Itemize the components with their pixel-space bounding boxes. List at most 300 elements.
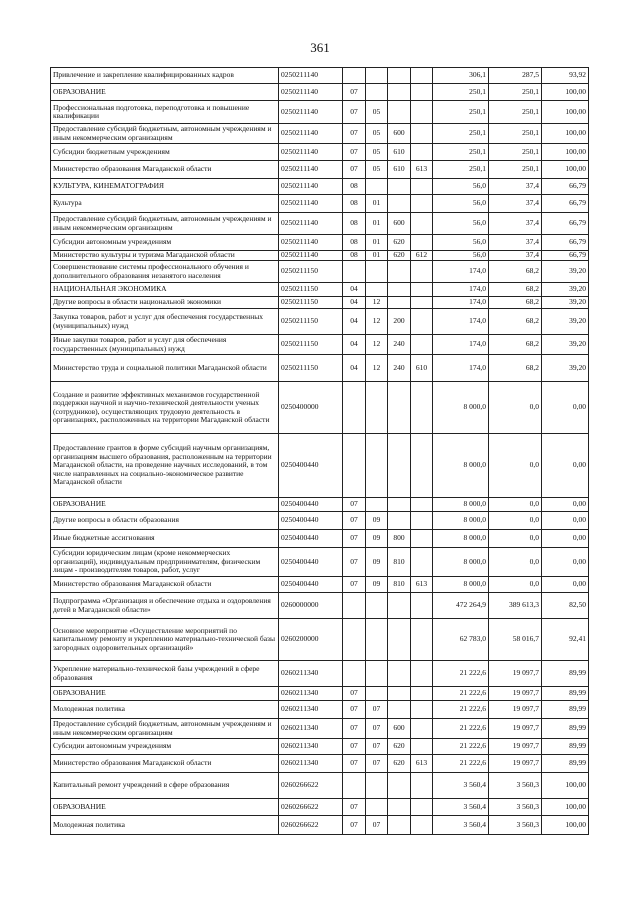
execution-percent: 89,99: [542, 719, 589, 739]
execution-percent: 66,79: [542, 195, 589, 213]
actual-amount: 250,1: [489, 124, 542, 144]
table-row: [51, 283, 589, 297]
plan-amount: 62 783,0: [433, 619, 489, 661]
section-code: 07: [343, 799, 366, 816]
actual-amount: 19 097,7: [489, 719, 542, 739]
administrator-code: [411, 124, 433, 144]
execution-percent: 100,00: [542, 816, 589, 835]
section-code: 07: [343, 144, 366, 161]
expense-type-code: [388, 661, 411, 687]
expense-type-code: [388, 434, 411, 498]
actual-amount: 19 097,7: [489, 661, 542, 687]
execution-percent: 0,00: [542, 577, 589, 593]
execution-percent: 0,00: [542, 512, 589, 530]
subsection-code: 07: [366, 701, 388, 719]
administrator-code: [411, 434, 433, 498]
administrator-code: [411, 382, 433, 434]
table-row: [51, 251, 589, 261]
subsection-code: [366, 434, 388, 498]
program-code: 0250400440: [279, 530, 343, 548]
row-name: Другие вопросы в области образования: [51, 512, 279, 530]
section-code: 08: [343, 235, 366, 251]
expense-type-code: 620: [388, 739, 411, 755]
expense-type-code: 800: [388, 530, 411, 548]
administrator-code: [411, 144, 433, 161]
section-code: [343, 261, 366, 283]
section-code: 07: [343, 124, 366, 144]
row-name: Субсидии бюджетным учреждениям: [51, 144, 279, 161]
section-code: [343, 661, 366, 687]
actual-amount: 68,2: [489, 335, 542, 355]
subsection-code: 07: [366, 739, 388, 755]
subsection-code: [366, 593, 388, 619]
program-code: 0250400440: [279, 548, 343, 577]
actual-amount: 37,4: [489, 195, 542, 213]
program-code: 0250211150: [279, 261, 343, 283]
administrator-code: [411, 773, 433, 799]
row-name: ОБРАЗОВАНИЕ: [51, 84, 279, 101]
program-code: 0260000000: [279, 593, 343, 619]
subsection-code: 05: [366, 161, 388, 179]
execution-percent: 100,00: [542, 799, 589, 816]
execution-percent: 100,00: [542, 144, 589, 161]
table-row: [51, 799, 589, 816]
expense-type-code: [388, 687, 411, 701]
expense-type-code: [388, 593, 411, 619]
row-name: Привлечение и закрепление квалифицированных кадров: [51, 68, 279, 84]
section-code: [343, 619, 366, 661]
expense-type-code: [388, 261, 411, 283]
plan-amount: 306,1: [433, 68, 489, 84]
row-name: Предоставление субсидий бюджетным, автономным учреждениям и иным некоммерческим организациям: [51, 719, 279, 739]
table-row: [51, 68, 589, 84]
administrator-code: 612: [411, 251, 433, 261]
row-name: Совершенствование системы профессионального обучения и дополнительного образования незанятого населения: [51, 261, 279, 283]
actual-amount: 68,2: [489, 283, 542, 297]
execution-percent: 89,99: [542, 755, 589, 773]
program-code: 0250211150: [279, 283, 343, 297]
expense-type-code: 620: [388, 251, 411, 261]
table-row: [51, 335, 589, 355]
subsection-code: [366, 619, 388, 661]
plan-amount: 8 000,0: [433, 512, 489, 530]
execution-percent: 39,20: [542, 261, 589, 283]
plan-amount: 21 222,6: [433, 739, 489, 755]
administrator-code: [411, 719, 433, 739]
plan-amount: 21 222,6: [433, 719, 489, 739]
actual-amount: 68,2: [489, 261, 542, 283]
subsection-code: 07: [366, 816, 388, 835]
plan-amount: 21 222,6: [433, 687, 489, 701]
table-row: [51, 179, 589, 195]
subsection-code: 12: [366, 309, 388, 335]
actual-amount: 3 560,3: [489, 816, 542, 835]
row-name: Министерство образования Магаданской области: [51, 755, 279, 773]
subsection-code: [366, 84, 388, 101]
subsection-code: 01: [366, 195, 388, 213]
actual-amount: 0,0: [489, 530, 542, 548]
administrator-code: [411, 297, 433, 309]
plan-amount: 174,0: [433, 261, 489, 283]
program-code: 0250400440: [279, 577, 343, 593]
table-row: [51, 101, 589, 124]
actual-amount: 68,2: [489, 309, 542, 335]
program-code: 0260266622: [279, 773, 343, 799]
program-code: 0260211340: [279, 739, 343, 755]
expense-type-code: 240: [388, 355, 411, 382]
plan-amount: 250,1: [433, 161, 489, 179]
row-name: Основное мероприятие «Осуществление мероприятий по капитальному ремонту и укреплению материально-технической базы загородных оздоровительных организаций»: [51, 619, 279, 661]
expense-type-code: [388, 701, 411, 719]
actual-amount: 19 097,7: [489, 739, 542, 755]
section-code: [343, 773, 366, 799]
expense-type-code: [388, 512, 411, 530]
administrator-code: [411, 816, 433, 835]
row-name: Предоставление субсидий бюджетным, автономным учреждениям и иным некоммерческим организациям: [51, 213, 279, 235]
row-name: Субсидии автономным учреждениям: [51, 739, 279, 755]
program-code: 0260211340: [279, 701, 343, 719]
subsection-code: [366, 498, 388, 512]
row-name: Иные закупки товаров, работ и услуг для обеспечения государственных (муниципальных) нужд: [51, 335, 279, 355]
program-code: 0250211140: [279, 144, 343, 161]
table-row: [51, 124, 589, 144]
expense-type-code: [388, 498, 411, 512]
row-name: Субсидии автономным учреждениям: [51, 235, 279, 251]
row-name: Министерство образования Магаданской области: [51, 161, 279, 179]
execution-percent: 39,20: [542, 355, 589, 382]
section-code: 04: [343, 309, 366, 335]
row-name: Другие вопросы в области национальной экономики: [51, 297, 279, 309]
program-code: 0250211140: [279, 101, 343, 124]
administrator-code: [411, 799, 433, 816]
row-name: Предоставление субсидий бюджетным, автономным учреждениям и иным некоммерческим организациям: [51, 124, 279, 144]
actual-amount: 3 560,3: [489, 799, 542, 816]
row-name: Молодежная политика: [51, 701, 279, 719]
program-code: 0250211140: [279, 195, 343, 213]
section-code: 04: [343, 297, 366, 309]
page-number: 361: [310, 40, 330, 55]
expense-type-code: [388, 773, 411, 799]
row-name: Субсидии юридическим лицам (кроме некоммерческих организаций), индивидуальным предпринимателям, физическим лицам - производителям товаров, работ, услуг: [51, 548, 279, 577]
execution-percent: 89,99: [542, 661, 589, 687]
table-row: [51, 297, 589, 309]
actual-amount: 37,4: [489, 235, 542, 251]
section-code: 07: [343, 701, 366, 719]
execution-percent: 39,20: [542, 309, 589, 335]
table-row: [51, 739, 589, 755]
program-code: 0250400440: [279, 512, 343, 530]
plan-amount: 21 222,6: [433, 755, 489, 773]
program-code: 0260211340: [279, 755, 343, 773]
actual-amount: 287,5: [489, 68, 542, 84]
program-code: 0260211340: [279, 687, 343, 701]
administrator-code: [411, 530, 433, 548]
actual-amount: 250,1: [489, 144, 542, 161]
subsection-code: 09: [366, 530, 388, 548]
program-code: 0250400440: [279, 434, 343, 498]
plan-amount: 8 000,0: [433, 548, 489, 577]
program-code: 0260266622: [279, 799, 343, 816]
expense-type-code: [388, 101, 411, 124]
execution-percent: 89,99: [542, 739, 589, 755]
actual-amount: 68,2: [489, 355, 542, 382]
plan-amount: 472 264,9: [433, 593, 489, 619]
row-name: Иные бюджетные ассигнования: [51, 530, 279, 548]
table-row: [51, 84, 589, 101]
program-code: 0260211340: [279, 719, 343, 739]
subsection-code: 12: [366, 335, 388, 355]
execution-percent: 92,41: [542, 619, 589, 661]
execution-percent: 100,00: [542, 124, 589, 144]
expense-type-code: [388, 84, 411, 101]
plan-amount: 250,1: [433, 101, 489, 124]
section-code: 07: [343, 101, 366, 124]
section-code: 08: [343, 213, 366, 235]
section-code: [343, 68, 366, 84]
actual-amount: 389 613,3: [489, 593, 542, 619]
program-code: 0260266622: [279, 816, 343, 835]
actual-amount: 3 560,3: [489, 773, 542, 799]
table-row: [51, 261, 589, 283]
section-code: 07: [343, 816, 366, 835]
table-row: [51, 161, 589, 179]
execution-percent: 89,99: [542, 701, 589, 719]
program-code: 0250211150: [279, 309, 343, 335]
actual-amount: 0,0: [489, 498, 542, 512]
plan-amount: 174,0: [433, 297, 489, 309]
table-row: [51, 498, 589, 512]
section-code: [343, 434, 366, 498]
expense-type-code: [388, 283, 411, 297]
row-name: ОБРАЗОВАНИЕ: [51, 687, 279, 701]
plan-amount: 56,0: [433, 235, 489, 251]
program-code: 0260200000: [279, 619, 343, 661]
row-name: Создание и развитие эффективных механизмов государственной поддержки научной и научно-технической деятельности ученых (сотрудников), осуществляющих трудовую деятельность в организациях, расположенных на территории Магаданской области: [51, 382, 279, 434]
subsection-code: [366, 283, 388, 297]
expense-type-code: [388, 619, 411, 661]
expense-type-code: 620: [388, 235, 411, 251]
program-code: 0250211150: [279, 297, 343, 309]
expense-type-code: [388, 179, 411, 195]
subsection-code: [366, 799, 388, 816]
administrator-code: [411, 687, 433, 701]
administrator-code: [411, 309, 433, 335]
section-code: 07: [343, 687, 366, 701]
subsection-code: 09: [366, 577, 388, 593]
expense-type-code: 610: [388, 161, 411, 179]
plan-amount: 56,0: [433, 213, 489, 235]
row-name: Подпрограмма «Организация и обеспечение отдыха и оздоровления детей в Магаданской области»: [51, 593, 279, 619]
plan-amount: 174,0: [433, 283, 489, 297]
plan-amount: 21 222,6: [433, 661, 489, 687]
administrator-code: [411, 283, 433, 297]
table-row: [51, 577, 589, 593]
program-code: 0250211140: [279, 124, 343, 144]
row-name: Министерство труда и социальной политики Магаданской области: [51, 355, 279, 382]
execution-percent: 89,99: [542, 687, 589, 701]
actual-amount: 0,0: [489, 512, 542, 530]
section-code: [343, 382, 366, 434]
subsection-code: [366, 68, 388, 84]
administrator-code: 613: [411, 161, 433, 179]
table-row: [51, 382, 589, 434]
plan-amount: 250,1: [433, 144, 489, 161]
execution-percent: 0,00: [542, 548, 589, 577]
section-code: 04: [343, 283, 366, 297]
administrator-code: [411, 68, 433, 84]
table-row: [51, 530, 589, 548]
subsection-code: 05: [366, 124, 388, 144]
expense-type-code: [388, 68, 411, 84]
program-code: 0250211150: [279, 335, 343, 355]
program-code: 0250211140: [279, 84, 343, 101]
execution-percent: 66,79: [542, 235, 589, 251]
expense-type-code: 600: [388, 719, 411, 739]
subsection-code: 07: [366, 755, 388, 773]
actual-amount: 0,0: [489, 434, 542, 498]
table-row: [51, 512, 589, 530]
program-code: 0250211140: [279, 68, 343, 84]
plan-amount: 8 000,0: [433, 577, 489, 593]
administrator-code: [411, 619, 433, 661]
table-row: [51, 687, 589, 701]
section-code: 07: [343, 739, 366, 755]
subsection-code: 07: [366, 719, 388, 739]
execution-percent: 93,92: [542, 68, 589, 84]
section-code: 07: [343, 755, 366, 773]
section-code: [343, 593, 366, 619]
subsection-code: 09: [366, 548, 388, 577]
table-row: [51, 619, 589, 661]
expense-type-code: [388, 195, 411, 213]
plan-amount: 174,0: [433, 335, 489, 355]
row-name: Предоставление грантов в форме субсидий научным организациям, организациям высшего образования, расположенным на территории Магаданской области, на проведение научных исследований, в том числе направленных на социально-экономическое развитие Магаданской области: [51, 434, 279, 498]
expense-type-code: 620: [388, 755, 411, 773]
table-row: [51, 235, 589, 251]
execution-percent: 82,50: [542, 593, 589, 619]
plan-amount: 250,1: [433, 84, 489, 101]
subsection-code: [366, 382, 388, 434]
actual-amount: 37,4: [489, 213, 542, 235]
plan-amount: 8 000,0: [433, 434, 489, 498]
execution-percent: 39,20: [542, 335, 589, 355]
section-code: 07: [343, 530, 366, 548]
section-code: 07: [343, 548, 366, 577]
table-row: [51, 701, 589, 719]
execution-percent: 0,00: [542, 382, 589, 434]
subsection-code: 05: [366, 144, 388, 161]
table-row: [51, 309, 589, 335]
subsection-code: [366, 687, 388, 701]
table-row: [51, 434, 589, 498]
plan-amount: 56,0: [433, 179, 489, 195]
plan-amount: 21 222,6: [433, 701, 489, 719]
actual-amount: 37,4: [489, 251, 542, 261]
execution-percent: 66,79: [542, 251, 589, 261]
section-code: 07: [343, 512, 366, 530]
plan-amount: 8 000,0: [433, 382, 489, 434]
expense-type-code: 240: [388, 335, 411, 355]
subsection-code: [366, 261, 388, 283]
section-code: 07: [343, 161, 366, 179]
execution-percent: 0,00: [542, 434, 589, 498]
table-row: [51, 816, 589, 835]
plan-amount: 174,0: [433, 355, 489, 382]
program-code: 0250400440: [279, 498, 343, 512]
administrator-code: 610: [411, 355, 433, 382]
actual-amount: 19 097,7: [489, 701, 542, 719]
program-code: 0250211140: [279, 235, 343, 251]
actual-amount: 68,2: [489, 297, 542, 309]
table-row: [51, 661, 589, 687]
subsection-code: [366, 179, 388, 195]
table-row: [51, 355, 589, 382]
administrator-code: [411, 498, 433, 512]
expense-type-code: [388, 799, 411, 816]
administrator-code: [411, 512, 433, 530]
row-name: Капитальный ремонт учреждений в сфере образования: [51, 773, 279, 799]
section-code: 08: [343, 179, 366, 195]
table-row: [51, 195, 589, 213]
administrator-code: 613: [411, 755, 433, 773]
subsection-code: 05: [366, 101, 388, 124]
actual-amount: 19 097,7: [489, 687, 542, 701]
section-code: 04: [343, 335, 366, 355]
administrator-code: 613: [411, 577, 433, 593]
row-name: Молодежная политика: [51, 816, 279, 835]
section-code: 07: [343, 577, 366, 593]
execution-percent: 66,79: [542, 179, 589, 195]
plan-amount: 56,0: [433, 195, 489, 213]
subsection-code: 12: [366, 355, 388, 382]
budget-table-body: [51, 68, 589, 835]
administrator-code: [411, 739, 433, 755]
row-name: ОБРАЗОВАНИЕ: [51, 498, 279, 512]
table-row: [51, 144, 589, 161]
program-code: 0250211150: [279, 355, 343, 382]
administrator-code: [411, 701, 433, 719]
administrator-code: [411, 261, 433, 283]
administrator-code: [411, 548, 433, 577]
expense-type-code: 810: [388, 548, 411, 577]
subsection-code: [366, 661, 388, 687]
table-row: [51, 593, 589, 619]
expense-type-code: [388, 382, 411, 434]
plan-amount: 250,1: [433, 124, 489, 144]
subsection-code: 01: [366, 213, 388, 235]
program-code: 0260211340: [279, 661, 343, 687]
subsection-code: 09: [366, 512, 388, 530]
expense-type-code: 200: [388, 309, 411, 335]
actual-amount: 19 097,7: [489, 755, 542, 773]
table-row: [51, 213, 589, 235]
program-code: 0250211140: [279, 179, 343, 195]
subsection-code: [366, 773, 388, 799]
execution-percent: 66,79: [542, 213, 589, 235]
actual-amount: 250,1: [489, 161, 542, 179]
expense-type-code: [388, 297, 411, 309]
program-code: 0250211140: [279, 213, 343, 235]
row-name: ОБРАЗОВАНИЕ: [51, 799, 279, 816]
table-row: [51, 773, 589, 799]
administrator-code: [411, 179, 433, 195]
execution-percent: 39,20: [542, 297, 589, 309]
section-code: 08: [343, 195, 366, 213]
administrator-code: [411, 213, 433, 235]
administrator-code: [411, 235, 433, 251]
expense-type-code: [388, 816, 411, 835]
subsection-code: 01: [366, 235, 388, 251]
